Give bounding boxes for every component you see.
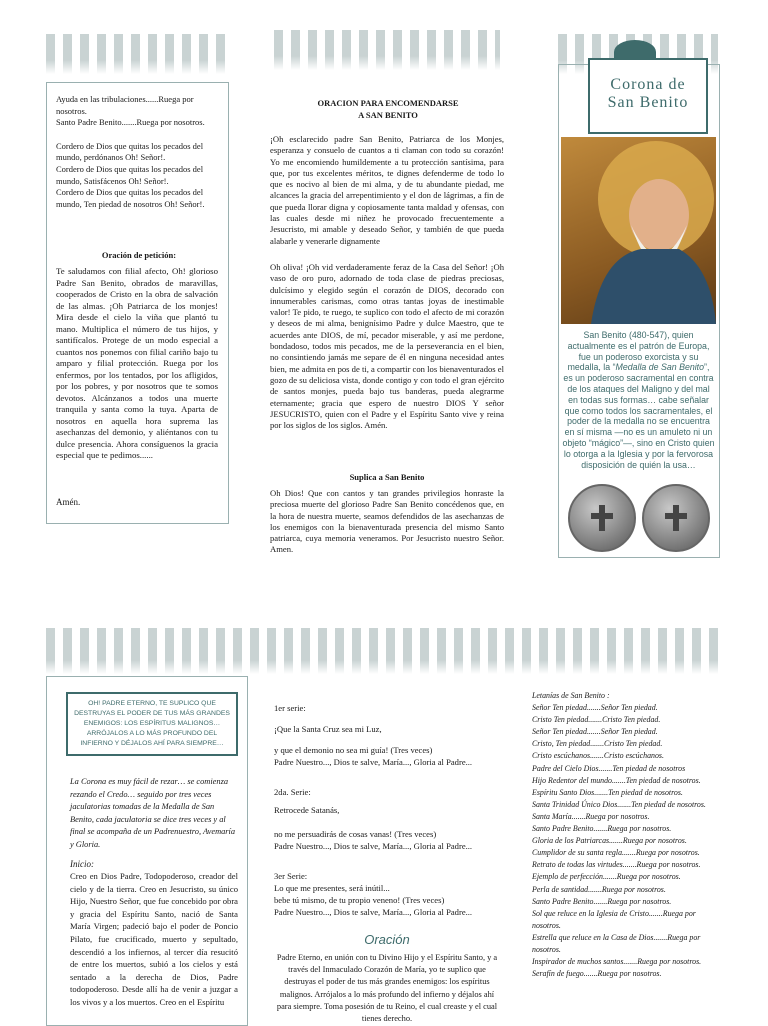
- litany-item: Ejemplo de perfección.......Ruega por nosotros.: [532, 872, 681, 882]
- litany-item: Inspirador de muchos santos.......Ruega por nosotros.: [532, 957, 702, 967]
- prayer-title-line2: A SAN BENITO: [358, 109, 418, 120]
- litany-line: Cordero de Dios que quitas los pecados del mundo, Satisfácenos Oh! Señor!.: [56, 163, 204, 186]
- litany-item: Señor Ten piedad.......Señor Ten piedad.: [532, 727, 658, 737]
- decorative-stripe-top-middle: [274, 30, 500, 70]
- litany-item: Cristo Ten piedad.......Cristo Ten piedad.: [532, 715, 661, 725]
- petition-title: Oración de petición:: [101, 250, 177, 260]
- litany-item: Santo Padre Benito.......Ruega por nosotros.: [532, 896, 672, 906]
- litany-item: Hijo Redentor del mundo.......Ten piedad de nosotros.: [532, 775, 701, 785]
- cross-icon: [585, 501, 619, 535]
- serie2-line3: Padre Nuestro..., Dios te salve, María..., Gloria al Padre...: [274, 841, 473, 851]
- litany-item: Espíritu Santo Dios.......Ten piedad de nosotros.: [532, 787, 683, 797]
- litany-item: Sol que reluce en la Iglesia de Cristo.......Ruega por nosotros.: [532, 908, 696, 930]
- eternal-father-box: [66, 692, 238, 756]
- serie3-line3: Padre Nuestro..., Dios te salve, María..., Gloria al Padre...: [274, 907, 473, 917]
- serie3-line1: Lo que me presentes, será inútil...: [274, 883, 390, 893]
- cross-icon: [659, 501, 693, 535]
- litany-item: Padre del Cielo Dios.......Ten piedad de nosotros: [532, 763, 686, 773]
- title-line2: San Benito: [607, 94, 689, 111]
- litany-line: Cordero de Dios que quitas los pecados del mundo, Ten piedad de nosotros Oh! Señor!.: [56, 187, 205, 209]
- medal-back-icon: [642, 484, 710, 552]
- medal-front-icon: [568, 484, 636, 552]
- litany-line: Santo Padre Benito.......Ruega por nosotros.: [56, 117, 205, 128]
- decorative-stripe-top-left: [46, 34, 228, 74]
- serie3-line2: bebe tú mismo, de tu propio veneno! (Tres veces): [274, 895, 445, 905]
- serie1-line2: y que el demonio no sea mi guía! (Tres veces): [274, 745, 433, 755]
- eternal-father-text: OH! PADRE ETERNO, TE SUPLICO QUE DESTRUYAS EL PODER DE TUS MÁS GRANDES ENEMIGOS: LOS ESPÍRITUS MALIGNOS… ARRÓJALOS A LO MÁS PROFUNDO DEL INFIERNO Y DÉJALOS AHÍ PARA SIEMPRE…: [74, 700, 230, 747]
- litany-item: Santa Trinidad Único Dios.......Ten piedad de nosotros.: [532, 799, 706, 809]
- credo-text: Creo en Dios Padre, Todopoderoso, creador del cielo y de la tierra. Creo en Jesucristo, su único Hijo, Nuestro Señor, que fue concebido por obra y gracia del Espíritu Santo, nació de Santa María Virgen; padeció bajo el poder de Poncio Pilato, fue crucificado, muerto y sepultado, descendió a los infiernos, al tercer día resucitó de entre los muertos, subió a los cielos y está sentado a la derecha de Dios, Padre todopoderoso. Desde allí ha de venir a juzgar a los vivos y a los muertos. Creo en el Espíritu: [70, 871, 238, 1007]
- left-litany-lines: [56, 94, 222, 210]
- title-line1: Corona de: [610, 76, 686, 93]
- serie1-line3: Padre Nuestro..., Dios te salve, María..., Gloria al Padre...: [274, 757, 473, 767]
- litany-item: Señor Ten piedad.......Señor Ten piedad.: [532, 703, 658, 713]
- litany-line: Cordero de Dios que quitas los pecados del mundo, perdónanos Oh! Señor!.: [56, 140, 204, 163]
- serie3-title: 3er Serie:: [274, 871, 308, 881]
- serie2-title: 2da. Serie:: [274, 787, 311, 797]
- litany-item: Cristo escúchanos.......Cristo escúchanos.: [532, 751, 664, 761]
- decorative-stripe-bottom: [46, 628, 718, 674]
- serie2-line2: no me persuadirás de cosas vanas! (Tres veces): [274, 829, 437, 839]
- litany-item: Santa María.......Ruega por nosotros.: [532, 811, 650, 821]
- title-box: [588, 58, 708, 134]
- litany-item: Gloria de los Patriarcas.......Ruega por nosotros.: [532, 836, 687, 846]
- litany-item: Retrato de todas las virtudes.......Ruega por nosotros.: [532, 860, 701, 870]
- litany-item: Santo Padre Benito.......Ruega por nosotros.: [532, 824, 672, 834]
- oracion-title: Oración: [364, 932, 410, 947]
- litany-line: Ayuda en las tribulaciones......Ruega por nosotros.: [56, 94, 194, 116]
- litany-item: Perla de santidad.......Ruega por nosotros.: [532, 884, 666, 894]
- inicio-label: Inicio:: [70, 859, 94, 869]
- litany-item: Estrella que reluce en la Casa de Dios.......Ruega por nosotros.: [532, 932, 701, 954]
- saint-caption: [562, 330, 715, 470]
- litany-item: Cumplidor de su santa regla.......Ruega por nosotros.: [532, 848, 700, 858]
- suplica-title: Suplica a San Benito: [349, 472, 425, 482]
- prayer-text: ¡Oh esclarecido padre San Benito, Patriarca de los Monjes, esperanza y consuelo de cuantos a ti claman con todo su corazón! Yo me encomiendo humildemente a tu protección santísima, para que, por tus excelentes méritos, te dignes defenderme de todo lo que es nocivo al bien de mi alma, y de tu abundante piedad, me alcances la gracia del arrepentimiento y el don de lágrimas, a fin de que pueda llorar digna y copiosamente tanta maldad y ofensas, con las cuales desde mi niñez he provocado frecuentemente a Jesucristo, mi amable y deseado Señor, y también de que pueda alabarle y venerarle dignamente: [270, 134, 504, 246]
- suplica-text: Oh Dios! Que con cantos y tan grandes privilegios honraste la preciosa muerte del glorioso Padre San Benito concédenos que, en la hora de nuestra muerte, seamos defendidos de las asechanzas de los enemigos con la bienaventurada presencia del mismo Santo patriarca, cuya memoria veneramos. Por Jesucristo nuestro Señor. Amen.: [270, 488, 504, 555]
- serie1-line1: ¡Que la Santa Cruz sea mi Luz,: [274, 724, 382, 734]
- prayer-title: [270, 98, 506, 121]
- oracion-text: Padre Eterno, en unión con tu Divino Hijo y el Espíritu Santo, y a través del Inmaculado Corazón de María, yo te suplico que destruyas el poder de tus más grandes enemigos: los espíritus malignos. Arrójalos a lo más profundo del infierno y déjalos ahí para siempre. Toma posesión de tu Reino, el cual creaste y el cual tienes derecho.: [276, 953, 498, 1024]
- saint-figure-icon: [561, 137, 716, 324]
- caption-text-pre: San Benito (480-547), quien actualmente es el patrón de Europa, fue un poderoso exorcista y su medalla, la “: [567, 330, 710, 373]
- litany-list: [532, 690, 718, 980]
- serie2-line1: Retrocede Satanás,: [274, 805, 340, 815]
- petition-text: Te saludamos con filial afecto, Oh! glorioso Padre San Benito, obrados de maravillas, cooperados de Cristo en la obra de salvación de las almas. ¡Oh Patriarca de los monjes! Mira desde el cielo la viña que plantó tu mano. Multiplica el número de tus hijos, y santifícalos. Protege de un modo especial a cuantos nos ponemos con filial cariño bajo tu amparo y filial protección. Ruega por los enfermos, por los tentados, por los afligidos, por los pobres, y por nosotros que te somos devotos. Alcánzanos a todos una muerte tranquila y santa como la tuya. Aparta de nosotros en aquella hora suprema las asechanzas del demonio, y aliéntanos con tu dulce presencia. Ahora consíguenos la gracia especial que te pedimos......: [56, 266, 218, 460]
- saint-portrait: [561, 137, 716, 324]
- litany-title: Letanías de San Benito :: [532, 691, 610, 700]
- prayer-text-2: Oh oliva! ¡Oh vid verdaderamente feraz de la Casa del Señor! ¡Oh vaso de oro puro, adornado de toda clase de piedras preciosas, dulcísimo y elegido según el corazón de DIOS, decorado con innumerables carismas, como otras tantas joyas de inestimable valor! Te pido, te ruego, te suplico con todo el afecto de mi corazón y deseos de mi alma, benignísimo Padre y dulce Maestro, que te acuerdes ante DIOS, de mí, pecador miserable, y así me perdone, bondadoso, todos mis pecados, me de la perseverancia en el bien, no consintiendo jamás me separe de él en ninguna necesidad antes bien, me admita en pos de ti, a compartir con los bienaventurados el gozo de su deliciosa vista, donde contigo y con todo el gran ejército de santos monjes, pueda bajo tus banderas, pueda alegrarme eternamente; gracia que espero de nuestro DIOS Y señor JESUCRISTO, quien con el Padre y el Espíritu Santo vive y reina por los siglos de los siglos. Amén.: [270, 262, 504, 431]
- prayer-title-line1: ORACION PARA ENCOMENDARSE: [317, 98, 459, 108]
- caption-text-em: Medalla de San Benito: [615, 362, 705, 373]
- intro-text: La Corona es muy fácil de rezar… se comienza rezando el Credo… seguido por tres veces jaculatorias tomadas de la Medalla de San Benito, cada jaculatoria se dice tres veces y al final se acompaña de un Padrenuestro, Avemaría y Gloria.: [70, 777, 236, 849]
- caption-text-post: ”, es un poderoso sacramental en contra de los ataques del Maligno y del mal en todas sus formas… cabe señalar que como todos los sacramentales, el poder de la medalla no se encuentra en sí misma —no es un amuleto ni un objeto “mágico”—, sino en Cristo quien lo otorga a la Iglesia y por la fervorosa disposición de quién la usa…: [562, 362, 715, 470]
- amen-text: Amén.: [56, 497, 81, 507]
- litany-item: Serafín de fuego.......Ruega por nosotros.: [532, 969, 662, 979]
- litany-item: Cristo, Ten piedad.......Cristo Ten piedad.: [532, 739, 663, 749]
- serie1-title: 1er serie:: [274, 703, 306, 713]
- series-block: [274, 702, 514, 918]
